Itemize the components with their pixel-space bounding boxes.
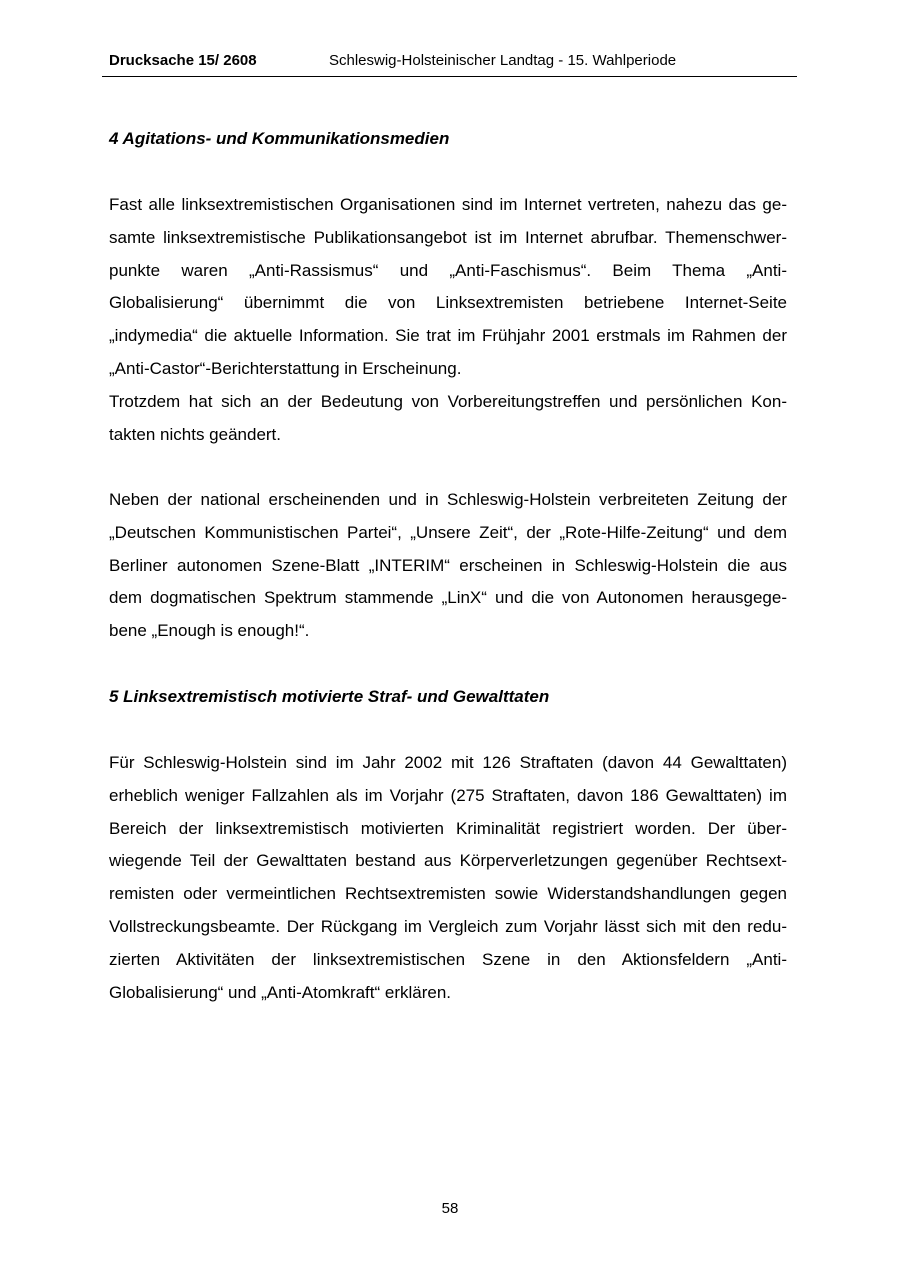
section-heading: 4 Agitations- und Kommunikationsmedien (109, 129, 450, 148)
paragraph-line: takten nichts geändert. (109, 424, 282, 444)
paragraph-line: Neben der national erscheinenden und in Schleswig-Holstein verbreiteten Zeitung der (109, 490, 787, 509)
paragraph-line: Trotzdem hat sich an der Bedeutung von Vorbereitungstreffen und persönlichen Kon- (109, 391, 787, 411)
header-rule (102, 76, 797, 77)
paragraph-line: bene „Enough is enough!“. (109, 621, 310, 641)
paragraph-line: dem dogmatischen Spektrum stammende „LinX“ und die von Autonomen herausgege- (109, 588, 787, 608)
paragraph-line: „indymedia“ die aktuelle Information. Sie trat im Frühjahr 2001 erstmals im Rahmen der (109, 326, 787, 346)
paragraph-line: Für Schleswig-Holstein sind im Jahr 2002 mit 126 Straftaten (davon 44 Gewalttaten) (109, 753, 787, 772)
paragraph-line: zierten Aktivitäten der linksextremistischen Szene in den Aktionsfeldern „Anti- (109, 949, 787, 969)
paragraph-line: Fast alle linksextremistischen Organisationen sind im Internet vertreten, nahezu das ge- (109, 195, 787, 214)
paragraph-line: Vollstreckungsbeamte. Der Rückgang im Vergleich zum Vorjahr lässt sich mit den redu- (109, 917, 787, 936)
paragraph-line: „Deutschen Kommunistischen Partei“, „Unsere Zeit“, der „Rote-Hilfe-Zeitung“ und dem (109, 522, 787, 542)
paragraph-line: remisten oder vermeintlichen Rechtsextremisten sowie Widerstandshandlungen gegen (109, 884, 787, 904)
header-institution: Schleswig-Holsteinischer Landtag - 15. Wahlperiode (329, 52, 677, 69)
paragraph-line: wiegende Teil der Gewalttaten bestand aus Körperverletzungen gegenüber Rechtsext- (109, 851, 787, 871)
paragraph-line: Bereich der linksextremistisch motivierten Kriminalität registriert worden. Der über- (109, 818, 787, 838)
section-heading: 5 Linksextremistisch motivierte Straf- und Gewalttaten (109, 687, 550, 706)
document-number: Drucksache 15/ 2608 (109, 52, 257, 69)
paragraph-line: Berliner autonomen Szene-Blatt „INTERIM“ erscheinen in Schleswig-Holstein die aus (109, 555, 787, 575)
paragraph-line: erheblich weniger Fallzahlen als im Vorjahr (275 Straftaten, davon 186 Gewalttaten) im (109, 785, 787, 805)
paragraph-line: samte linksextremistische Publikationsangebot ist im Internet abrufbar. Themenschwer- (109, 227, 787, 247)
paragraph-line: Globalisierung“ und „Anti-Atomkraft“ erklären. (109, 982, 452, 1002)
paragraph-line: punkte waren „Anti-Rassismus“ und „Anti-Faschismus“. Beim Thema „Anti- (109, 260, 787, 280)
paragraph-line: „Anti-Castor“-Berichterstattung in Erscheinung. (109, 359, 462, 378)
page-number: 58 (441, 1200, 459, 1217)
paragraph-line: Globalisierung“ übernimmt die von Linksextremisten betriebene Internet-Seite (109, 293, 787, 313)
